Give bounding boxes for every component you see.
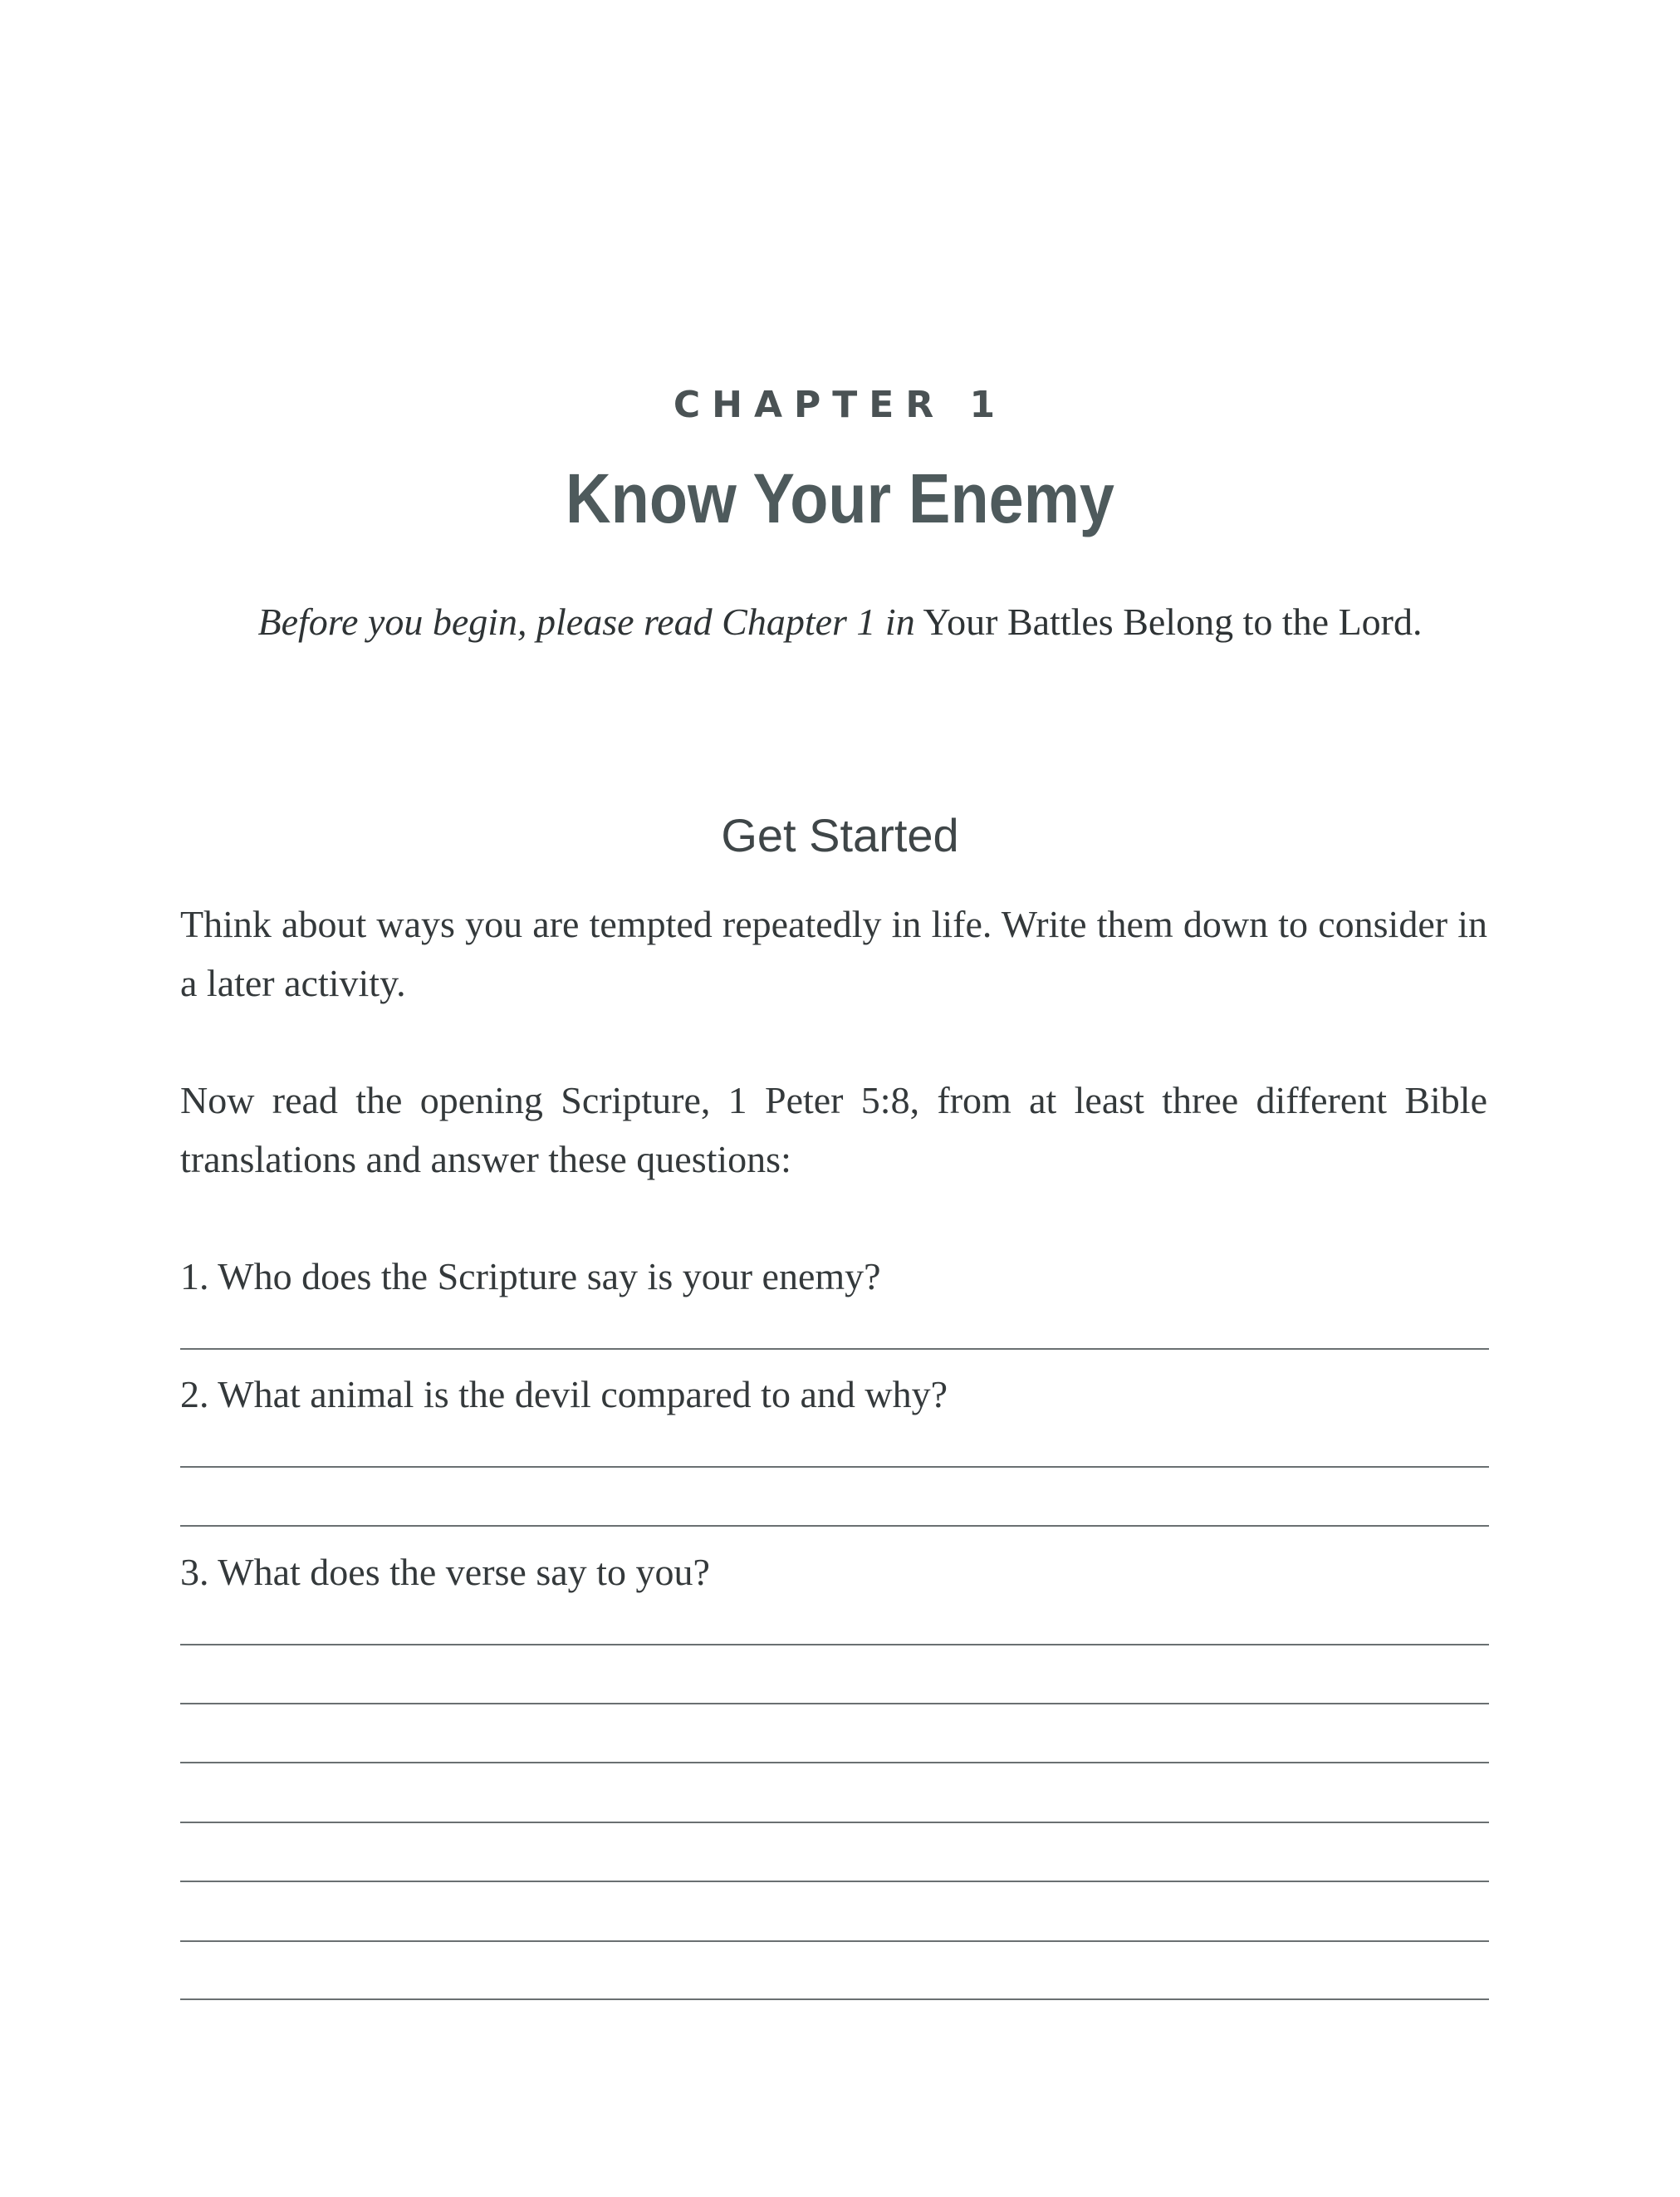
intro-italic-text: Before you begin, please read Chapter 1 in: [257, 601, 915, 643]
question-1: 1. Who does the Scripture say is your enemy?: [180, 1255, 881, 1297]
answer-line[interactable]: [180, 1703, 1489, 1704]
intro-book-title: Your Battles Belong to the Lord.: [923, 601, 1423, 643]
answer-line[interactable]: [180, 1940, 1489, 1942]
paragraph-scripture: Now read the opening Scripture, 1 Peter 5:8, from at least three different Bible translations and answer these questions:: [180, 1079, 1487, 1180]
answer-line[interactable]: [180, 1998, 1489, 2000]
answer-line[interactable]: [180, 1525, 1489, 1527]
paragraph-temptations: Think about ways you are tempted repeatedly in life. Write them down to consider in a later activity.: [180, 903, 1487, 1004]
answer-line[interactable]: [180, 1348, 1489, 1350]
chapter-label: CHAPTER 1: [673, 384, 1007, 426]
answer-line[interactable]: [180, 1822, 1489, 1823]
intro-instruction: [0, 600, 1680, 644]
answer-line[interactable]: [180, 1762, 1489, 1763]
question-3: 3. What does the verse say to you?: [180, 1551, 710, 1593]
answer-line[interactable]: [180, 1881, 1489, 1882]
section-heading: Get Started: [721, 809, 959, 861]
question-2: 2. What animal is the devil compared to and why?: [180, 1373, 948, 1415]
answer-line[interactable]: [180, 1644, 1489, 1645]
answer-line[interactable]: [180, 1466, 1489, 1468]
chapter-title: Know Your Enemy: [566, 459, 1114, 537]
